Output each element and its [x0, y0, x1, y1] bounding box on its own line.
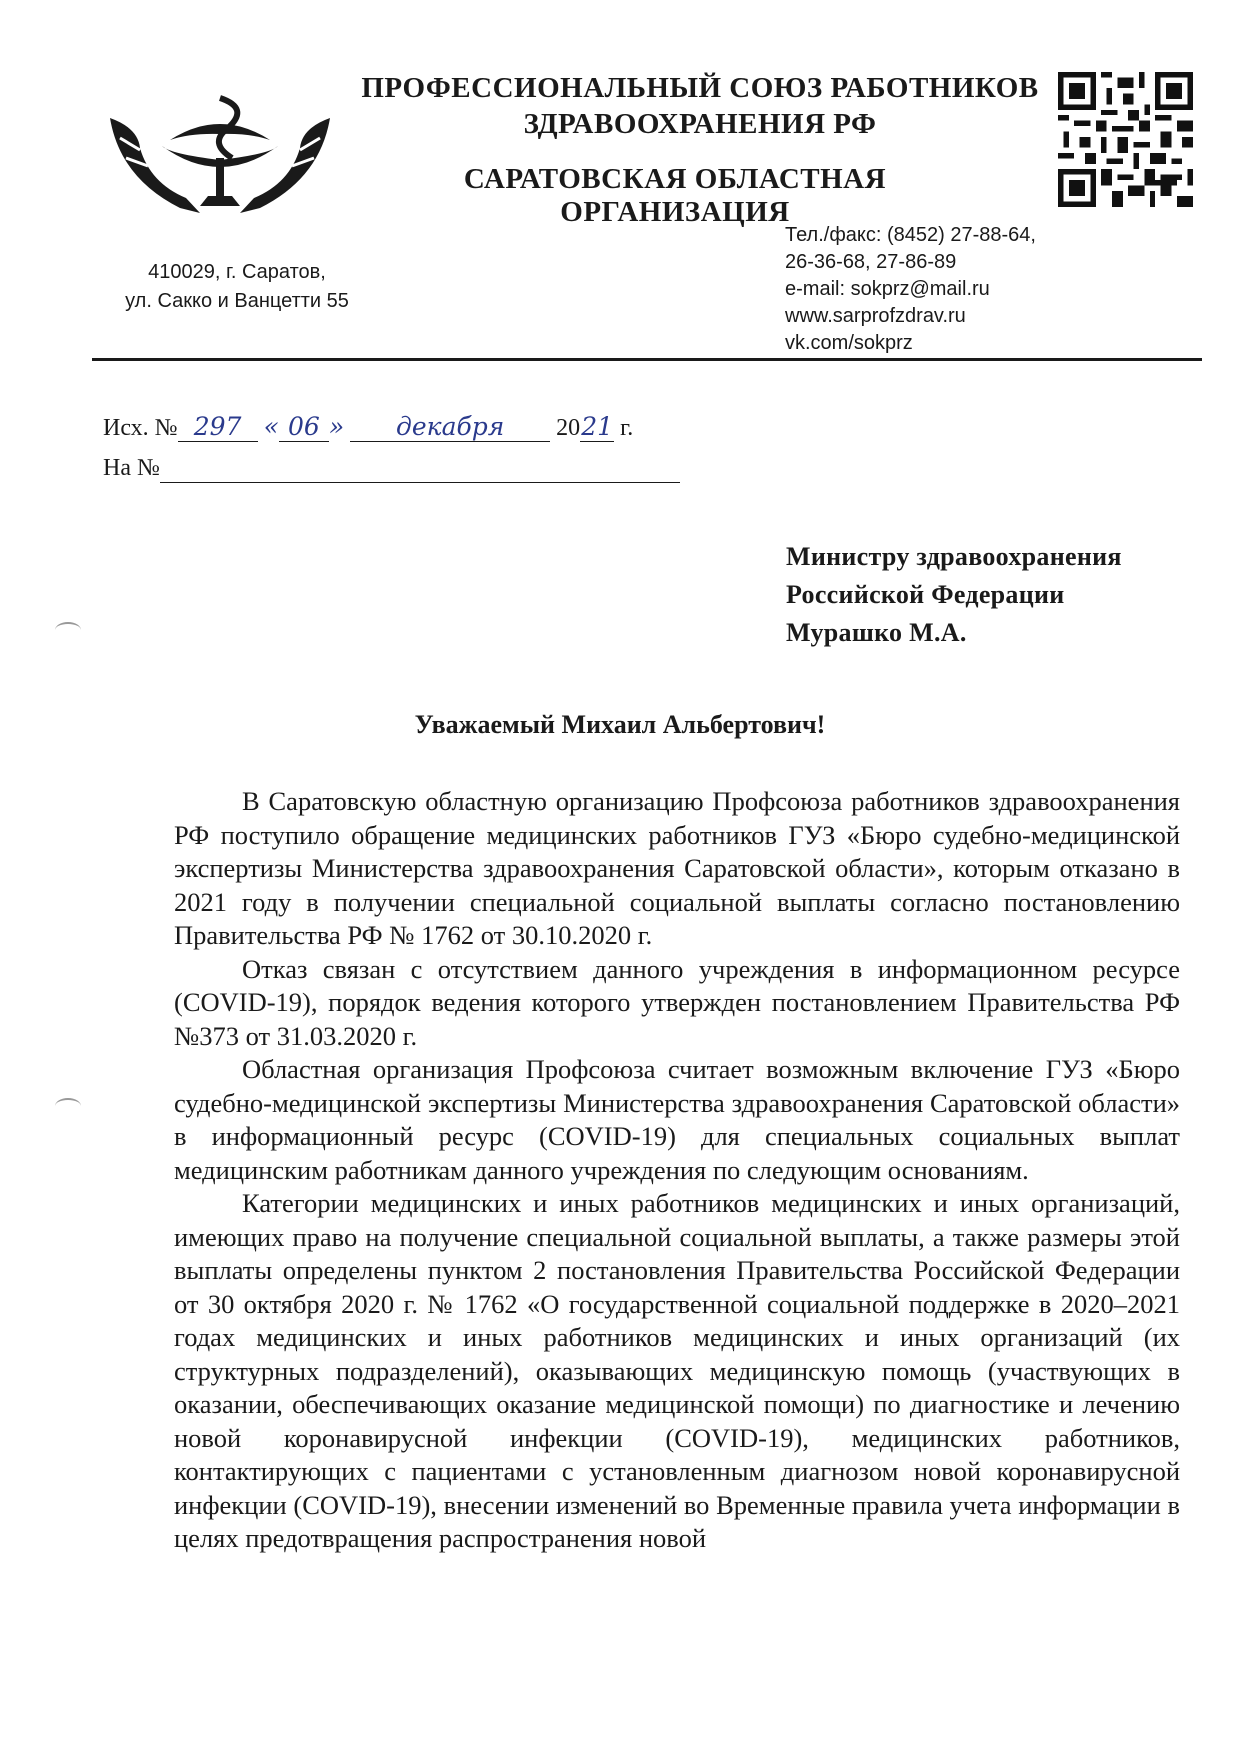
postal-address: [92, 258, 382, 316]
org-title-line2: ЗДРАВООХРАНЕНИЯ РФ: [523, 108, 877, 140]
quote-close: »: [328, 412, 345, 441]
incoming-reference: [103, 454, 680, 483]
email-link[interactable]: e-mail: sokprz@mail.ru: [785, 278, 990, 300]
ref-month: декабря: [350, 413, 550, 442]
year-suffix: 21: [581, 412, 614, 441]
quote-open: «: [263, 412, 279, 441]
year-prefix: 20: [556, 415, 581, 441]
address-line2: ул. Сакко и Ванцетти 55: [125, 290, 349, 312]
addressee-block: [786, 538, 1206, 652]
phone-line1: Тел./факс: (8452) 27-88-64,: [785, 224, 1036, 246]
addressee-line3: Мурашко М.А.: [786, 618, 967, 647]
outgoing-reference: [103, 412, 803, 442]
in-label: На №: [103, 455, 160, 481]
paragraph: Областная организация Профсоюза считает возможным включение ГУЗ «Бюро судебно-медицинской экспертизы Министерства здравоохранения Саратовской области» в информационный ресурс (COVID-19) для специальных социальных выплат медицинским работникам данного учреждения по следующим основаниям.: [174, 1054, 1180, 1185]
hole-punch-mark: [55, 1098, 81, 1114]
org-title: [350, 70, 1050, 142]
union-logo-icon: [100, 88, 340, 223]
letter-body: [174, 785, 1180, 1556]
org-subtitle: САРАТОВСКАЯ ОБЛАСТНАЯ ОРГАНИЗАЦИЯ: [463, 163, 887, 228]
addressee-line1: Министру здравоохранения: [786, 542, 1122, 571]
paragraph: В Саратовскую областную организацию Профсоюза работников здравоохранения РФ поступило обращение медицинских работников ГУЗ «Бюро судебно-медицинской экспертизы Министерства здравоохранения Саратовской области», которым отказано в 2021 году в получении специальной социальной выплаты согласно постановлению Правительства РФ № 1762 от 30.10.2020 г.: [174, 786, 1180, 950]
out-number: 297: [178, 413, 258, 442]
greeting: Уважаемый Михаил Альбертович!: [414, 710, 826, 739]
contact-block: [785, 222, 1205, 357]
address-line1: 410029, г. Саратов,: [148, 261, 326, 283]
paragraph: Категории медицинских и иных работников медицинских и иных организаций, имеющих право на получение специальной социальной выплаты, а также размеры этой выплаты определены пунктом 2 постановления Правительства Российской Федерации от 30 октября 2020 г. № 1762 «О государственной социальной поддержке в 2020–2021 годах медицинских и иных работников медицинских и иных организаций (их структурных подразделений), оказывающих медицинскую помощь (участвующих в оказании, обеспечивающих оказание медицинской помощи) по диагностике и лечению новой коронавирусной инфекции (COVID-19), медицинских работников, контактирующих с пациентами с установленным диагнозом новой коронавирусной инфекции (COVID-19), внесении изменений во Временные правила учета информации в целях предотвращения распространения новой: [174, 1188, 1180, 1553]
hole-punch-mark: [55, 622, 81, 638]
website-link[interactable]: www.sarprofzdrav.ru: [785, 305, 966, 327]
addressee-line2: Российской Федерации: [786, 580, 1065, 609]
qr-code-icon: [1058, 72, 1193, 207]
out-label: Исх. №: [103, 415, 178, 441]
vk-link[interactable]: vk.com/sokprz: [785, 332, 913, 354]
org-title-line1: ПРОФЕССИОНАЛЬНЫЙ СОЮЗ РАБОТНИКОВ: [361, 72, 1039, 104]
ref-day: 06: [279, 413, 329, 442]
year-unit: г.: [620, 415, 634, 441]
header-divider: [92, 358, 1202, 361]
paragraph: Отказ связан с отсутствием данного учреждения в информационном ресурсе (COVID-19), порядок ведения которого утвержден постановлением Правительства РФ №373 от 31.03.2020 г.: [174, 953, 1180, 1051]
phone-line2: 26-36-68, 27-86-89: [785, 251, 957, 273]
